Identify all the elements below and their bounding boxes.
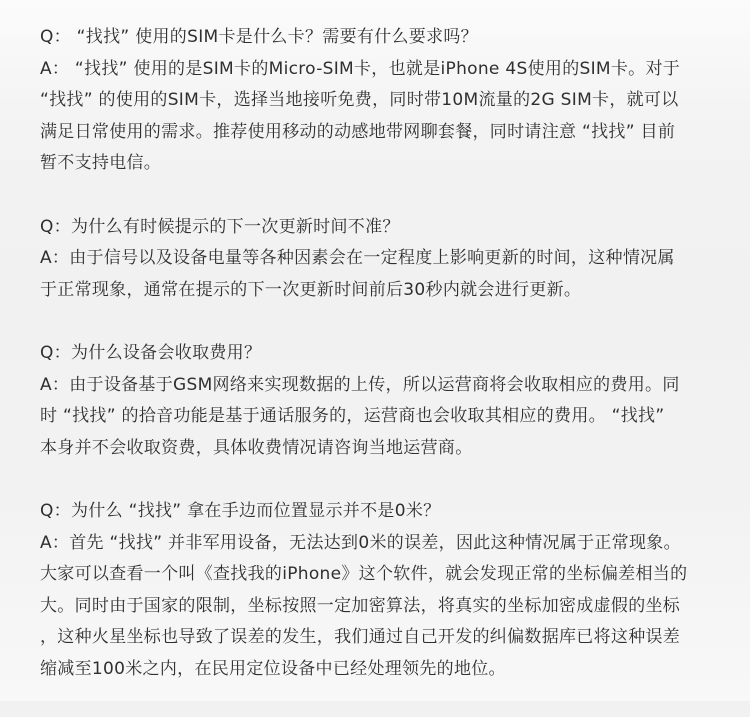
- faq-item: [40, 212, 720, 307]
- faq-answer-line: 时 “找找” 的拾音功能是基于通话服务的，运营商也会收取其相应的费用。 “找找”: [40, 406, 665, 426]
- faq-answer-line: 本身并不会收取资费，具体收费情况请咨询当地运营商。: [40, 437, 473, 458]
- faq-question: Q：为什么 “找找” 拿在手边而位置显示并不是0米？: [40, 501, 441, 521]
- faq-item: [40, 338, 720, 464]
- faq-question: Q：为什么有时候提示的下一次更新时间不准？: [40, 216, 400, 237]
- faq-answer: [40, 370, 720, 465]
- faq-question: Q： “找找” 使用的SIM卡是什么卡？需要有什么要求吗？: [40, 27, 478, 47]
- faq-list: [40, 22, 720, 717]
- faq-item: [40, 22, 720, 180]
- faq-answer-line: A： “找找” 使用的是SIM卡的Micro-SIM卡，也就是iPhone 4S使用的SIM卡。对于: [40, 58, 681, 79]
- faq-item: [40, 496, 720, 685]
- faq-answer-line: “找找” 的使用的SIM卡，选择当地接听免费，同时带10M流量的2G SIM卡，就可以: [40, 90, 679, 110]
- faq-answer-line: 缩减至100米之内，在民用定位设备中已经处理领先的地位。: [40, 658, 506, 679]
- faq-answer-line: 暂不支持电信。: [40, 153, 162, 173]
- faq-answer-line: A：由于设备基于GSM网络来实现数据的上传，所以运营商将会收取相应的费用。同: [40, 374, 680, 395]
- faq-answer: [40, 54, 720, 180]
- faq-answer-line: A：由于信号以及设备电量等各种因素会在一定程度上影响更新的时间，这种情况属: [40, 248, 675, 268]
- faq-answer-line: 大。同时由于国家的限制，坐标按照一定加密算法，将真实的坐标加密成虚假的坐标: [40, 595, 681, 616]
- faq-question: Q：为什么设备会收取费用？: [40, 343, 262, 363]
- faq-answer-line: 于正常现象，通常在提示的下一次更新时间前后30秒内就会进行更新。: [40, 279, 582, 300]
- faq-answer-line: 满足日常使用的需求。推荐使用移动的动感地带网聊套餐，同时请注意 “找找” 目前: [40, 121, 676, 142]
- faq-answer: [40, 528, 720, 686]
- faq-answer-line: A：首先 “找找” 并非军用设备，无法达到0米的误差，因此这种情况属于正常现象。: [40, 532, 681, 553]
- faq-answer-line: ，这种火星坐标也导致了误差的发生，我们通过自己开发的纠偏数据库已将这种误差: [40, 627, 681, 647]
- faq-answer-line: 大家可以查看一个叫《查找我的iPhone》这个软件，就会发现正常的坐标偏差相当的: [40, 564, 688, 584]
- faq-answer: [40, 243, 720, 306]
